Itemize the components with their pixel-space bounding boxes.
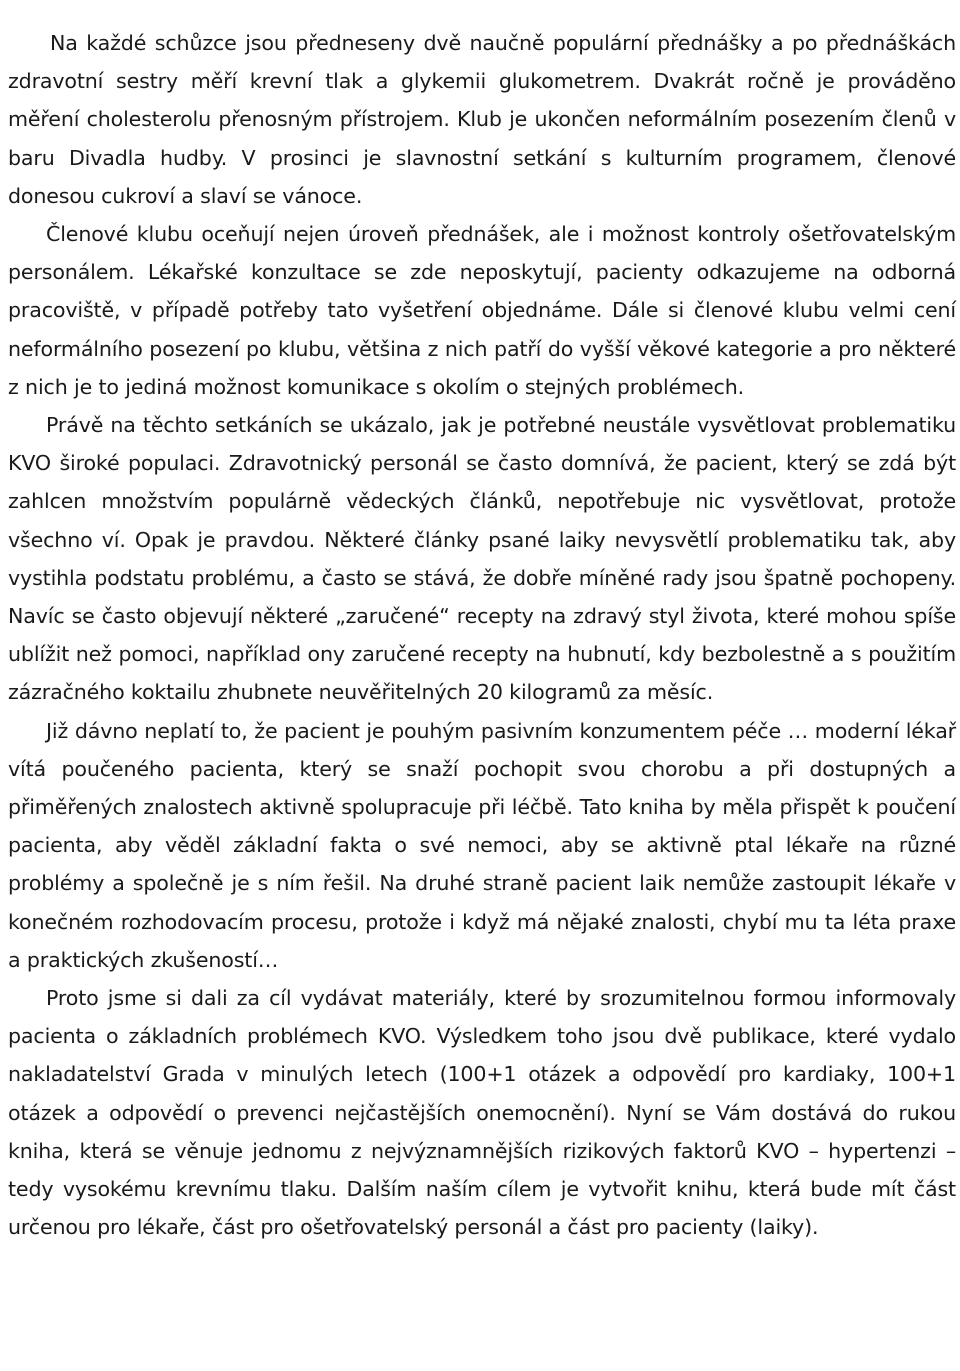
paragraph-4: Již dávno neplatí to, že pacient je pouhým pasivním konzumentem péče … moderní lékař vítá poučeného pacienta, který se snaží pochopit svou chorobu a při dostupných a přiměřených znalostech aktivně spolupracuje při léčbě. Tato kniha by měla přispět k poučení pacienta, aby věděl základní fakta o své nemoci, aby se aktivně ptal lékaře na různé problémy a společně je s ním řešil. Na druhé straně pacient laik nemůže zastoupit lékaře v konečném rozhodovacím procesu, protože i když má nějaké znalosti, chybí mu ta léta praxe a praktických zkušeností… [8, 718, 956, 972]
paragraph-1: Na každé schůzce jsou předneseny dvě naučně populární přednášky a po přednáškách zdravotní sestry měří krevní tlak a glykemii glukometrem. Dvakrát ročně je prováděno měření cholesterolu přenosným přístrojem. Klub je ukončen neformálním posezením členů v baru Divadla hudby. V prosinci je slavnostní setkání s kulturním programem, členové donesou cukroví a slaví se vánoce. [8, 31, 956, 208]
paragraph-5: Proto jsme si dali za cíl vydávat materiály, které by srozumitelnou formou informovaly pacienta o základních problémech KVO. Výsledkem toho jsou dvě publikace, které vydalo nakladatelství Grada v minulých letech (100+1 otázek a odpovědí pro kardiaky, 100+1 otázek a odpovědí o prevenci nejčastějších onemocnění). Nyní se Vám dostává do rukou kniha, která se věnuje jednomu z nejvýznamnějších rizikových faktorů KVO – hypertenzi – tedy vysokému krevnímu tlaku. Dalším naším cílem je vytvořit knihu, která bude mít část určenou pro lékaře, část pro ošetřovatelský personál a část pro pacienty (laiky). [8, 986, 956, 1240]
document-page [8, 24, 956, 1247]
paragraph-2: Členové klubu oceňují nejen úroveň přednášek, ale i možnost kontroly ošetřovatelským personálem. Lékařské konzultace se zde neposkytují, pacienty odkazujeme na odborná pracoviště, v případě potřeby tato vyšetření objednáme. Dále si členové klubu velmi cení neformálního posezení po klubu, většina z nich patří do vyšší věkové kategorie a pro některé z nich je to jediná možnost komunikace s okolím o stejných problémech. [8, 222, 956, 399]
paragraph-3: Právě na těchto setkáních se ukázalo, jak je potřebné neustále vysvětlovat problematiku KVO široké populaci. Zdravotnický personál se často domnívá, že pacient, který se zdá být zahlcen množstvím populárně vědeckých článků, nepotřebuje nic vysvětlovat, protože všechno ví. Opak je pravdou. Některé články psané laiky nevysvětlí problematiku tak, aby vystihla podstatu problému, a často se stává, že dobře míněné rady jsou špatně pochopeny. Navíc se často objevují některé „zaručené“ recepty na zdravý styl života, které mohou spíše ublížit než pomoci, například ony zaručené recepty na hubnutí, kdy bezbolestně a s použitím zázračného koktailu zhubnete neuvěřitelných 20 kilogramů za měsíc. [8, 413, 956, 705]
